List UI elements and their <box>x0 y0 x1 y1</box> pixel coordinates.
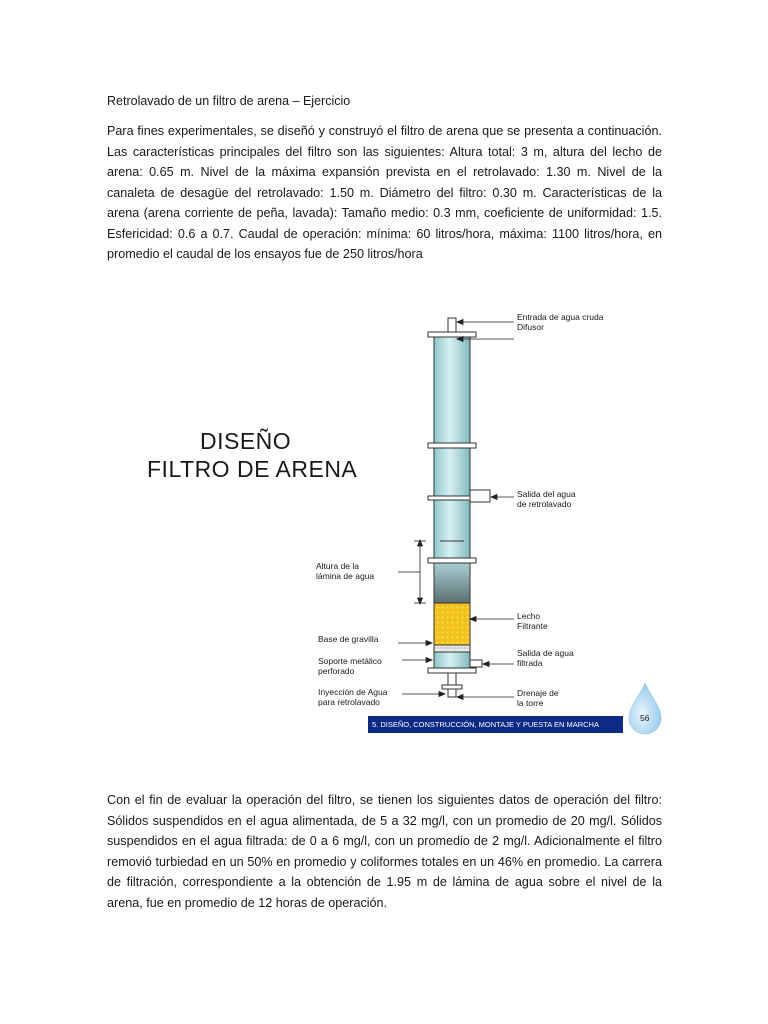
label-soporte <box>318 656 382 676</box>
label-inyeccion-line2: para retrolavado <box>318 697 380 707</box>
label-altura-lamina-line2: lámina de agua <box>316 571 375 581</box>
label-drenaje <box>517 688 559 708</box>
label-soporte-line2: perforado <box>318 666 355 676</box>
label-entrada-line2: Difusor <box>517 322 544 332</box>
tube-middle <box>434 448 470 560</box>
tube-lower <box>434 563 470 603</box>
figure-banner: 5. DISEÑO, CONSTRUCCIÓN, MONTAJE Y PUESTA EN MARCHA <box>368 716 623 733</box>
sand-bed <box>434 603 470 645</box>
bottom-flange <box>428 668 476 673</box>
flange-backwash <box>428 496 476 500</box>
label-altura-lamina-line1: Altura de la <box>316 561 359 571</box>
label-salida-retrolavado-line1: Salida del agua <box>517 489 576 499</box>
gravel-base <box>434 645 470 652</box>
top-flange <box>428 332 476 337</box>
paragraph-description: Para fines experimentales, se diseñó y construyó el filtro de arena que se presenta a continuación. Las características principales del filtro son las siguientes: Altura total: 3 m, altura del lecho de arena: 0.65 m. Nivel de la máxima expansión prevista en el retrolavado: 1.30 m. Nivel de la canaleta de desagüe del retrolavado: 1.50 m. Diámetro del filtro: 0.30 m. Características de la arena (arena corriente de peña, lavada): Tamaño medio: 0.3 mm, coeficiente de uniformidad: 1.5. Esfericidad: 0.6 a 0.7. Caudal de operación: mínima: 60 litros/hora, máxima: 1100 litros/hora, en promedio el caudal de los ensayos fue de 250 litros/hora <box>107 124 662 261</box>
label-lecho-filtrante-line1: Lecho <box>517 611 541 621</box>
label-salida-retrolavado-line2: de retrolavado <box>517 499 572 509</box>
filtered-outlet-pipe <box>470 660 482 667</box>
label-entrada-line1: Entrada de agua cruda <box>517 312 604 322</box>
label-drenaje-line2: la torre <box>517 698 544 708</box>
label-inyeccion-line1: Inyección de Agua <box>318 687 388 697</box>
support-chamber <box>434 652 470 668</box>
figure-title-line2: FILTRO DE ARENA <box>147 456 358 482</box>
label-lecho-filtrante <box>517 611 548 631</box>
document-title: Retrolavado de un filtro de arena – Ejercicio <box>107 94 351 108</box>
page-number: 56 <box>640 713 650 723</box>
label-base-gravilla-text: Base de gravilla <box>318 634 379 644</box>
water-drop-icon <box>625 681 665 735</box>
tube-upper <box>434 337 470 445</box>
label-salida-filtrada-line1: Salida de agua <box>517 648 574 658</box>
flange-2 <box>428 558 476 563</box>
flange-1 <box>428 443 476 448</box>
label-lecho-filtrante-line2: Filtrante <box>517 621 548 631</box>
figure-title-line1: DISEÑO <box>200 428 292 454</box>
label-inyeccion <box>318 687 387 707</box>
label-altura-lamina <box>316 561 374 581</box>
label-salida-filtrada <box>517 648 574 668</box>
label-salida-filtrada-line2: filtrada <box>517 658 543 668</box>
label-soporte-line1: Soporte metálico <box>318 656 382 666</box>
label-salida-retrolavado <box>517 489 576 509</box>
paragraph-operation: Con el fin de evaluar la operación del filtro, se tienen los siguientes datos de operación del filtro: Sólidos suspendidos en el agua alimentada, de 5 a 32 mg/l, con un promedio de 20 mg/l. Sólidos suspendidos en el agua filtrada: de 0 a 6 mg/l, con un promedio de 2 mg/l. Adicionalmente el filtro removió turbiedad en un 50% en promedio y coliformes totales en un 46% en promedio. La carrera de filtración, correspondiente a la obtención de 1.95 m de lámina de agua sobre el nivel de la arena, fue en promedio de 12 horas de operación. <box>107 793 662 910</box>
backwash-outlet-pipe <box>470 490 490 502</box>
label-base-gravilla <box>318 634 378 644</box>
label-drenaje-line1: Drenaje de <box>517 688 559 698</box>
label-entrada <box>517 312 603 332</box>
